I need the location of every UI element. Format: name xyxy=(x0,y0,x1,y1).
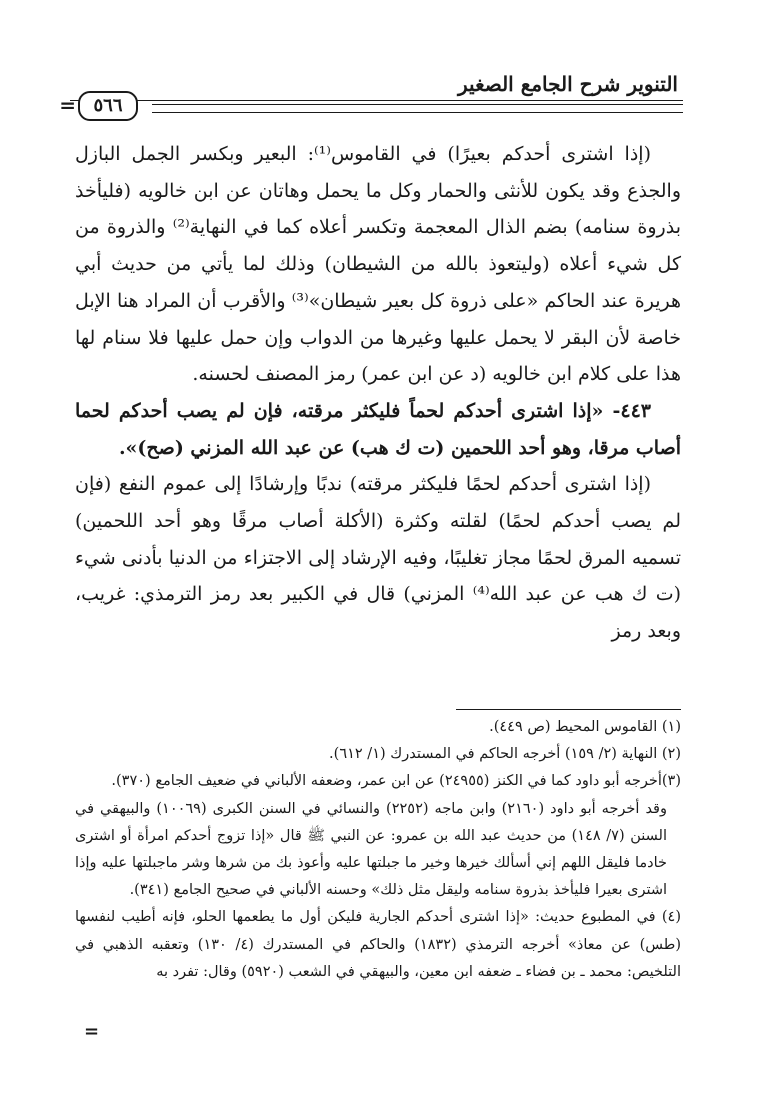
commentary-paragraph: (إذا اشترى أحدكم لحمًا فليكثر مرقته) ندبًا وإرشادًا إلى عموم النفع (فإن لم يصب أحدكم لحمًا) لقلته وكثرة (الأكلة أصاب مرقًا وهو أحد اللحمين) تسميه المرق لحمًا مجاز تغليبًا، وفيه الإرشاد إلى الاجتزاء من الدنيا بأدنى شيء (ت ك هب عن عبد الله⁽⁴⁾ المزني) قال في الكبير بعد رمز الترمذي: غريب، وبعد رمز xyxy=(75,473,681,643)
footnote-4: (٤) في المطبوع حديث: «إذا اشترى أحدكم الجارية فليكن أول ما يطعمها الحلو، فإنه أطيب لنفسها (طس) عن معاذ» أخرجه الترمذي (١٨٣٢) والحاكم في المستدرك (٤/ ١٣٠) وتعقبه الذهبي في التلخيص: محمد ـ بن فضاء ـ ضعفه ابن معين، والبيهقي في الشعب (٥٩٢٠) وقال: تفرد به xyxy=(75,909,681,980)
header-equals-mark: = xyxy=(59,93,76,117)
header-double-rule xyxy=(152,104,683,113)
footnotes xyxy=(75,714,681,986)
main-text xyxy=(75,136,681,650)
footnote-separator xyxy=(456,709,681,710)
footnote-continues-mark: = xyxy=(84,1021,100,1042)
header-rule xyxy=(70,100,683,101)
footnote-2: (٢) النهاية (٢/ ١٥٩) أخرجه الحاكم في المستدرك (١/ ٦١٢). xyxy=(329,746,681,763)
commentary-paragraph: (إذا اشترى أحدكم بعيرًا) في القاموس⁽¹⁾: البعير وبكسر الجمل البازل والجذع وقد يكون للأنثى والحمار وكل ما يحمل وهاتان عن ابن خالويه (فليأخذ بذروة سنامه) بضم الذال المعجمة وتكسر أعلاه كما في النهاية⁽²⁾ والذروة من كل شيء أعلاه (وليتعوذ بالله من الشيطان) وذلك لما يأتي من حديث أبي هريرة عند الحاكم «على ذروة كل بعير شيطان»⁽³⁾ والأقرب أن المراد هنا الإبل خاصة لأن البقر لا يحمل عليها وغيرها من الدواب وإن حمل عليها فلا سنام لها هذا على كلام ابن خالويه (د عن ابن عمر) رمز المصنف لحسنه. xyxy=(75,143,681,386)
page-number: ٥٦٦ xyxy=(78,91,138,121)
hadith-paragraph: ٤٤٣- «إذا اشترى أحدكم لحماً فليكثر مرقته، فإن لم يصب أحدكم لحما أصاب مرقا، وهو أحد اللحمين (ت ك هب) عن عبد الله المزني (صح)». xyxy=(75,399,681,459)
footnote-3: (٣)أخرجه أبو داود كما في الكنز (٢٤٩٥٥) عن ابن عمر، وضعفه الألباني في ضعيف الجامع (٣٧٠). xyxy=(111,773,681,790)
running-header-title: التنوير شرح الجامع الصغير xyxy=(458,72,678,96)
footnote-3-continuation: وقد أخرجه أبو داود (٢١٦٠) وابن ماجه (٢٢٥٢) والنسائي في السنن الكبرى (١٠٠٦٩) والبيهقي في السنن (٧/ ١٤٨) من حديث عبد الله بن عمرو: عن النبي ﷺ قال «إذا تزوج أحدكم امرأة أو اشترى خادما فليقل اللهم إني أسألك خيرها وخير ما جبلتها عليه وأعوذ بك من شرها وشر ماجبلتها عليه وإذا اشترى بعيرا فليأخذ بذروة سنامه وليقل مثل ذلك» وحسنه الألباني في صحيح الجامع (٣٤١). xyxy=(75,800,668,899)
footnote-1: (١) القاموس المحيط (ص ٤٤٩). xyxy=(489,719,681,735)
